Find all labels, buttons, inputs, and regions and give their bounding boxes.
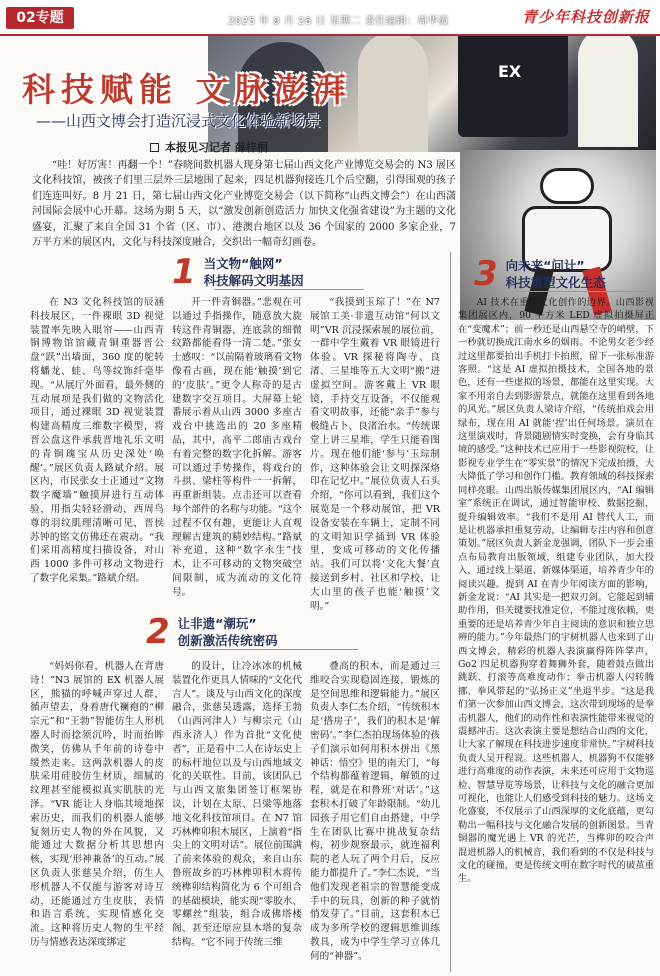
section-2-column-a [30,660,164,970]
section-1-title-line2: 科技解码文明基因 [203,273,304,288]
section-2-number: 2 [146,612,170,652]
section-2-text-b: 的设计，让冷冰冰的机械装置化作更具人情味的“文化代言人”。谈及与山西文化的深度融合，张慈吴透露，选择王勃（山西河津人）与柳宗元（山西永济人）作为首批“文化使者”，正是看中二人在诗坛史上的标杆地位以及与山西地域文化的关联性。目前，该团队已与山西文旅集团签订框架协议，计划在太原、吕梁等地落地文化科技馆项目。在 N7 馆巧林榫卯积木展区，上演着“指尖上的文明对话”。展位前围满了前来体验的观众，来自山东鲁班故乡的巧林榫卯积木将传统榫卯结构简化为 6 个可组合的基础模块，能实现“零胶水、零螺丝”组装，组合成佛塔楼阁、甚至还原应县木塔的复杂结构。“它不同于传统三维 [172,661,302,948]
section-1-column-c [310,296,440,612]
photo-ex-label: EX [498,62,522,81]
section-1-text-b: 开一件青铜器。”悲观在可以通过手指操作，随意放大旋转这件青铜器，连底款的细微纹路都能看得一清二楚。”张女士感叹：“以前隔着玻璃看文物像看古画，现在能‘触摸’到它的‘皮肤’。”更令人称奇的是古建数字交互项目。大屏幕上轮番展示着从山西 3000 多座古戏台中挑选出的 20 多座精品，其中，高平二郎庙古戏台有着完整的数字化拆解。游客可以通过手势操作，将戏台的斗拱、梁柱等构件一一拆解，再重新组装。点击还可以查看每个部件的名称与功能。“这个过程不仅有趣，更能让人直观理解古建筑的精妙结构。”路斌补充道，这种“数字永生”技术，让不可移动的文物突破空间限制，成为流动的文化符号。 [172,297,302,598]
headline: 科技赋能 文脉澎湃 [22,70,352,109]
subheadline: ——山西文博会打造沉浸式文化体验新场景 [36,112,322,130]
section-3-title-line1: 向未来“问计” [505,258,585,273]
section-2-column-c [310,660,440,970]
section-2-title-line1: 让非遗“潮玩” [177,616,257,631]
section-3-title [474,254,654,294]
section-2-text-a: “妈妈你看，机器人在背唐诗！”N3 展馆的 EX 机器人展区，熊猫的呼喊声穿过人群，循声望去，身着唐代襕袍的“柳宗元”和“王勃”智能仿生人形机器人时而捻须沉吟，时而抬眸微笑，仿佛从千年前的诗卷中缓然走来。这两款机器人的皮肤采用硅胶仿生材质，细腻的纹理甚至能模拟真实肌肤的光泽。“VR 能让人身临其境地探索历史，而我们的机器人能够复刻历史人物的外在风貌，又能通过大数据分析其思想内核，实现‘形神兼备’的互动。”展区负责人张慈吴介绍，仿生人形机器人不仅能与游客对诗互动，还能通过方生皮肤，表情和语言系统，实现情感化交流。这种将历史人物的生平经历与情感表达深度绑定 [30,661,164,948]
section-2-rule [188,649,358,650]
section-1-column-b [172,296,302,598]
section-2-title [146,612,366,652]
byline [150,139,268,155]
section-3-text: AI 技术在重塑文化创作的边界。山西影视集团展区内，90 平方米 LED 虚拟拍摄屏正在“变魔术”；前一秒还是山西悬空寺的峭壁，下一秒就切换成江南水乡的烟雨。不论男女老少经过这里都要拍出手机打卡拍照，留下一张标准游客照。“这是 AI 虚拟拍摄技术，全国各地的景色，还有一些虚拟的场景，都能在这里实现。大家不用亲自去到影游景点，就能在这里看到各地的风光。”展区负责人梁诗介绍，“传统拍戏会用绿布，现在用 AI 就能‘捏’出任何场景。演员在这里演戏时，背景随剧情实时变换，会有身临其境的感受。”这种技术已应用于一些影视院校，让影视专业学生在“零实景”的情况下完成拍摄，大大降低了学习和创作门槛。教育领域的科技探索同样亮眼。山西出版传媒集团展区内，“AI 编辑室”系统正在调试，通过智能审校、数据挖掘，提升编辑效率。“我们不是用 AI 替代人工，而是让机器承担重复劳动，让编辑专注内容和创意策划。”展区负责人新金龙强调，团队下一步会重点布局教育出版领域，组建专业团队，加大投入，通过线上渠道、新媒体渠道，培养青少年的阅读兴趣。提到 AI 在青少年阅读方面的影响，新金龙说：“AI 其实是一把双刃剑。它能起到辅助作用，但关键要找准定位，不能过度依赖，更重要的还是培养青少年自主阅读的意识和独立思辨的能力。”今年最热门的宇树机器人也来到了山西文博会，精彩的机器人表演赢得阵阵掌声，Go2 四足机器狗穿着舞狮外套，随着鼓点做出跳跃、打滚等高难度动作；拳击机器人闪转腾挪、拳风带起的“弘扬正义”坐退半步。“这是我们第一次参加山西文博会，这次带到现场的是拳击机器人，他们的动作性和表演性能带来视觉的震撼冲击。这次表演主要是想结合山西的文化，让大家了解现在科技进步速度非常快。”宇树科技负责人吴开程说。这些机器人，机器狗不仅能够进行高难度的动作表演，未来还可应用于文物巡检、智慧导览等场景，让科技与文化的融合更加可视化，也能让人们感受到科技的魅力。这场文化盛宴，不仅展示了山西深厚的文化底蕴，更勾勒出一幅科技与文化融合发展的创新图景。当青铜器的魔光遇上 VR 的光芒，当榫卯的咬合声混进机器人的机械音，我们看到的不仅是科技与文化的碰撞，更是传统文明在数字时代的破茧重生。 [458,297,654,885]
byline-text: 本报见习记者 薛梓桐 [165,141,268,154]
page-section-badge: 02专题 [6,7,74,29]
section-1-text-a: 在 N3 文化科技馆的辰涵科技展区，一件裸眼 3D 视觉装置率先映入眼帘——山西青铜博物馆馆藏青铜重器晋公盘“跃”出墙面，360 度的鸵转将蟠龙、蛙、鸟等纹饰纤毫毕现。“从展厅外面看，最外侧的互动展项是我们做的文物活化项目，通过裸眼 3D 视觉装置构建高精度三维数字模型，将晋公盘这件承载晋地礼乐文明的青铜瑰宝从历史深处‘唤醒’。”展区负责人路斌介绍。展区内，市民张女士正通过“文物数字魔墙”触摸屏进行互动体验，用指尖轻轻滑动，西周鸟尊的羽纹肌理清晰可见，晋侯苏钟的铭文仿佛还在震动。“我们采用高精度扫描设备，对山西 1000 多件可移动文物进行了数字化采集。”路斌介绍。 [30,297,164,584]
section-1-rule [214,289,364,290]
section-1-text-c: “我摸到玉琮了！”在 N7 展馆工美·非遗互动馆“何以文明”VR 沉浸探索展的展位前，一群中学生戴着 VR 眼镜进行体验。VR 探秘将陶寺、良渚、三星堆等五大文明“搬”进虚拟空间。游客戴上 VR 眼镜，手持交互设备，不仅能观看文明故事，还能“亲手”参与极缝占卜、良渚治水。“传统课堂上讲三星堆，学生只能看图片。现在他们能‘参与’玉琮制作，这种体验会让文明探深烙印在记忆中。”展位负责人石头介绍，“你可以看到，我们这个展览是一个移动展馆，把 VR 设备安装在车辆上，定制不同的文明知识学插到 VR 体验里，变成可移动的文化传播站。我们可以将‘文化大餐’直接送到乡村、社区和学校，让大山里的孩子也能‘触摸’文明。” [310,297,440,612]
section-1-number: 1 [172,252,196,292]
lead-paragraph [32,158,456,250]
section-3-title-line2: 科技重塑文化生态 [505,275,606,290]
masthead: 青少年科技创新报 [521,8,650,26]
byline-box-icon [150,143,159,152]
robot-photo [460,150,656,320]
section-1-column-a [30,296,164,594]
date-line: 2025 年 8 月 26 日 星期二 责任编辑：周华霞 [228,16,449,27]
section-2-title-line2: 创新激活传统密码 [177,633,278,648]
column-divider [450,252,451,972]
section-2-text-c: 叠高的积木，而是通过三维咬合实现稳固连接，锻炼的是空间思维和逻辑能力。”展区负责人李仁杰介绍，“传统积木是‘搭房子’，我们的积木是‘解密码’。”李仁杰拍现场体验的孩子们演示如何用积木拼出《黑神话：悟空》里的南天门，“每个结构都蕴着逻辑，解锁的过程，就是在和鲁班‘对话’。”这套积木打破了年龄限制。“幼儿园孩子用它们自由搭建，中学生在团队比赛中挑战复杂结构，初步规察最示，就连福利院的老人玩了两个月后，反应能力都提升了。”李仁杰说，“当他们发现老祖宗的智慧能变成手中的玩具，创新的种子就悄悄发芽了。”目前，这套积木已成为多所学校的逻辑思维训练教具，成为中学生学习立体几何的“神器”。 [310,661,440,962]
lead-text: “哇！好厉害！再翻一个！”春晓间数机器人现身第七届山西文化产业博览交易会的 N3 展区文化科技馆，被孩子们里三层外三层地围了起来，四足机器狗接连几个后空翻，引得围观的孩子们连连叫好。8 月 21 日，第七届山西文化产业博览交易会（以下简称“山西文博会”）在山西潇河国际会展中心开幕。这场为期 5 天，以“激发创新创造活力 加快文化强省建设”为主题的文化盛宴，汇聚了来自全国 31 个省（区、市）、港澳台地区以及 36 个国家的 2000 多家企业，7 万平方米的展区内，文化与科技深度融合，交织出一幅奇幻画卷。 [32,160,456,249]
section-3-rule [516,291,646,292]
section-1-title-line1: 当文物“触网” [203,256,283,271]
section-3-column [458,296,654,972]
section-1-title [172,252,372,292]
section-3-number: 3 [474,254,498,294]
section-2-column-b [172,660,302,970]
